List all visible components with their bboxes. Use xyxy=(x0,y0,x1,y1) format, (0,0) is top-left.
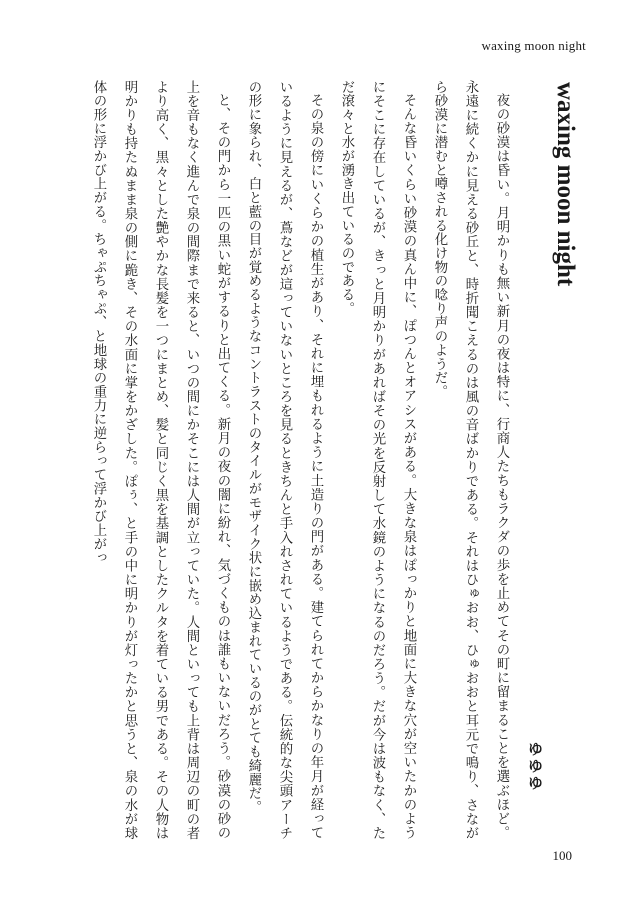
story-title: waxing moon night xyxy=(552,82,579,287)
vertical-text-block xyxy=(58,80,578,840)
paragraph: と、その門から一匹の黒い蛇がするりと出てくる。新月の夜の闇に紛れ、気づくものは誰もいないだろう。砂漠の砂の上を音もなく進んで泉の間際まで来ると、いつの間にかそこには人間が立っていた。人間といっても上背は周辺の町の者より高く、黒々とした艶やかな長髪を一つにまとめ、髪と同じく黒を基調としたクルタを着ている男である。その人物は明かりも持たぬまま泉の側に跪き、その水面に掌をかざした。ぽぅ、と手の中に明かりが灯ったかと思うと、泉の水が球体の形に浮かび上がる。ちゃぷちゃぷ、と地球の重力に逆らって浮かび上がっ xyxy=(91,80,230,840)
paragraph: そんな昏いくらい砂漠の真ん中に、ぽつんとオアシスがある。大きな泉はぽっかりと地面に大きな穴が空いたかのようにそこに存在しているが、きっと月明かりがあればその光を反射して水鏡のようになるのだろう。だが今は波もなく、ただ滾々と水が湧き出ているのである。 xyxy=(339,80,416,840)
page-number: 100 xyxy=(552,848,572,863)
paragraph: その泉の傍にいくらかの植生があり、それに埋もれるように土造りの門がある。建てられてからかなりの年月が経っているように見えるが、蔦などが這っていないところを見るときちんと手入れされているようである。伝統的な尖頭アーチの形に象られ、白と藍の目が覚めるようなコントラストのタイルがモザイク状に嵌め込まれているのがとても綺麗だ。 xyxy=(246,80,323,840)
story-author: ゆゆゆ xyxy=(526,741,544,792)
paragraph: 夜の砂漠は昏い。月明かりも無い新月の夜は特に、行商人たちもラクダの歩を止めてその町に留まることを選ぶほど。永遠に続くかに見える砂丘と、時折聞こえるのは風の音ばかりである。それはひゅおお、ひゅおおと耳元で鳴り、さながら砂漠に潜むと噂される化け物の唸り声のようだ。 xyxy=(432,80,509,840)
running-head: waxing moon night xyxy=(481,38,586,53)
story-body xyxy=(83,80,517,840)
